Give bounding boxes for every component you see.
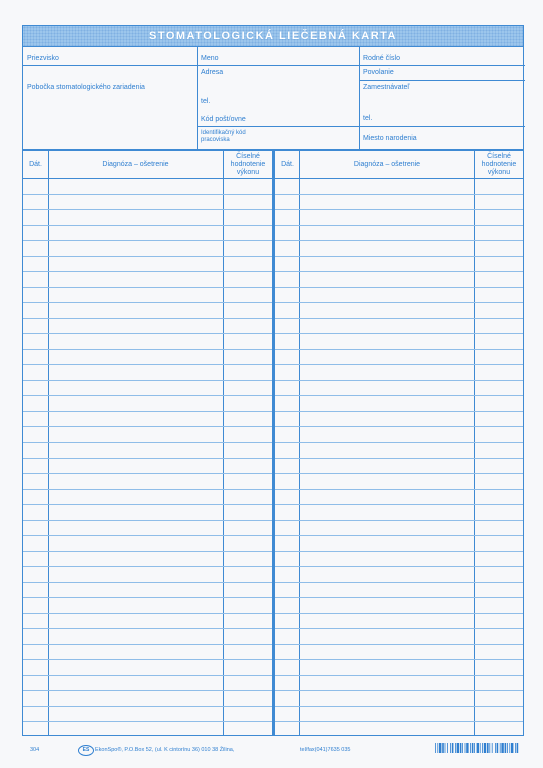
- table-row-line: [23, 613, 272, 614]
- form-number: 304: [30, 747, 40, 753]
- table-row-line: [275, 194, 523, 195]
- postal-code-label: Kód pošt/ovne: [201, 116, 246, 123]
- score-header-line2: hodnotenie: [230, 160, 266, 168]
- workplace-id-label: [201, 130, 246, 144]
- table-row-line: [275, 256, 523, 257]
- phone-right-label: tel.: [363, 115, 373, 122]
- birth-number-label: Rodné číslo: [363, 55, 400, 62]
- table-row-line: [23, 675, 272, 676]
- table-row-line: [23, 504, 272, 505]
- table-row-line: [275, 690, 523, 691]
- table-row-line: [275, 706, 523, 707]
- date-column-header: Dát.: [29, 160, 42, 168]
- table-row-line: [23, 566, 272, 567]
- first-name-label: Meno: [201, 55, 219, 62]
- treatment-table-right: [273, 150, 524, 736]
- table-row-line: [275, 442, 523, 443]
- publisher-logo: ES: [78, 745, 94, 756]
- table-row-line: [23, 380, 272, 381]
- publisher-address: EkonSpo®, P.O.Box 52, (ul. K cintorínu 36) 010 38 Žilina,: [95, 747, 235, 753]
- table-row-line: [23, 520, 272, 521]
- table-row-line: [275, 209, 523, 210]
- diagnosis-column-header: Diagnóza – ošetrenie: [353, 160, 421, 168]
- table-row-line: [23, 194, 272, 195]
- branch-label: Pobočka stomatologického zariadenia: [27, 84, 145, 91]
- table-row-line: [275, 473, 523, 474]
- table-row-line: [275, 225, 523, 226]
- table-row-line: [23, 644, 272, 645]
- table-row-line: [23, 333, 272, 334]
- table-row-line: [23, 659, 272, 660]
- table-row-line: [23, 582, 272, 583]
- workplace-id-line1: Identifikačný kód: [201, 130, 246, 136]
- table-row-line: [275, 582, 523, 583]
- score-header-line2: hodnotenie: [481, 160, 517, 168]
- table-row-line: [275, 287, 523, 288]
- diagnosis-column-header: Diagnóza – ošetrenie: [102, 160, 169, 168]
- table-row-line: [275, 489, 523, 490]
- address-label: Adresa: [201, 69, 224, 76]
- table-row-line: [23, 302, 272, 303]
- table-row-line: [23, 395, 272, 396]
- workplace-id-line2: pracoviska: [201, 137, 230, 143]
- barcode-icon: [435, 743, 519, 753]
- table-row-line: [23, 364, 272, 365]
- score-header-line3: výkonu: [487, 168, 511, 176]
- table-row-line: [23, 256, 272, 257]
- table-row-line: [23, 240, 272, 241]
- table-row-line: [275, 721, 523, 722]
- table-row-line: [275, 644, 523, 645]
- score-column-header: [223, 151, 273, 178]
- table-row-line: [275, 364, 523, 365]
- table-row-line: [275, 566, 523, 567]
- table-row-line: [23, 287, 272, 288]
- surname-label: Priezvisko: [27, 55, 59, 62]
- patient-header: [22, 47, 524, 150]
- score-header-line1: Číselné: [487, 152, 511, 160]
- table-row-line: [275, 613, 523, 614]
- table-row-line: [275, 302, 523, 303]
- table-row-line: [275, 504, 523, 505]
- table-row-line: [275, 271, 523, 272]
- table-row-line: [23, 721, 272, 722]
- table-row-line: [275, 240, 523, 241]
- table-row-line: [23, 551, 272, 552]
- table-row-line: [275, 380, 523, 381]
- table-row-line: [23, 411, 272, 412]
- table-row-line: [275, 411, 523, 412]
- date-column-header: Dát.: [281, 160, 294, 168]
- table-row-line: [23, 426, 272, 427]
- table-row-line: [23, 318, 272, 319]
- form-title: STOMATOLOGICKÁ LIEČEBNÁ KARTA: [22, 25, 524, 47]
- table-row-line: [23, 690, 272, 691]
- employer-label: Zamestnávateľ: [363, 84, 410, 91]
- score-header-line1: Číselné: [236, 152, 260, 160]
- table-row-line: [275, 659, 523, 660]
- publisher-phone: tel/fax(041)7635 035: [300, 747, 351, 753]
- table-row-line: [23, 209, 272, 210]
- table-row-line: [275, 395, 523, 396]
- table-row-line: [275, 318, 523, 319]
- phone-left-label: tel.: [201, 98, 211, 105]
- table-row-line: [275, 535, 523, 536]
- table-row-line: [275, 551, 523, 552]
- table-row-line: [23, 225, 272, 226]
- table-row-line: [275, 597, 523, 598]
- table-row-line: [23, 597, 272, 598]
- table-row-line: [23, 349, 272, 350]
- birthplace-label: Miesto narodenia: [363, 135, 417, 142]
- table-row-line: [275, 520, 523, 521]
- score-column-header: [474, 151, 524, 178]
- table-row-line: [275, 458, 523, 459]
- table-row-line: [275, 628, 523, 629]
- occupation-label: Povolanie: [363, 69, 394, 76]
- table-row-line: [23, 628, 272, 629]
- table-row-line: [275, 675, 523, 676]
- score-header-line3: výkonu: [236, 168, 260, 176]
- footer: [0, 740, 543, 760]
- table-row-line: [275, 349, 523, 350]
- table-row-line: [275, 333, 523, 334]
- table-row-line: [23, 458, 272, 459]
- table-row-line: [23, 473, 272, 474]
- table-row-line: [23, 489, 272, 490]
- treatment-tables: [22, 150, 524, 736]
- treatment-table-left: [22, 150, 273, 736]
- table-row-line: [23, 706, 272, 707]
- table-row-line: [23, 271, 272, 272]
- table-row-line: [275, 426, 523, 427]
- table-row-line: [23, 442, 272, 443]
- table-row-line: [23, 535, 272, 536]
